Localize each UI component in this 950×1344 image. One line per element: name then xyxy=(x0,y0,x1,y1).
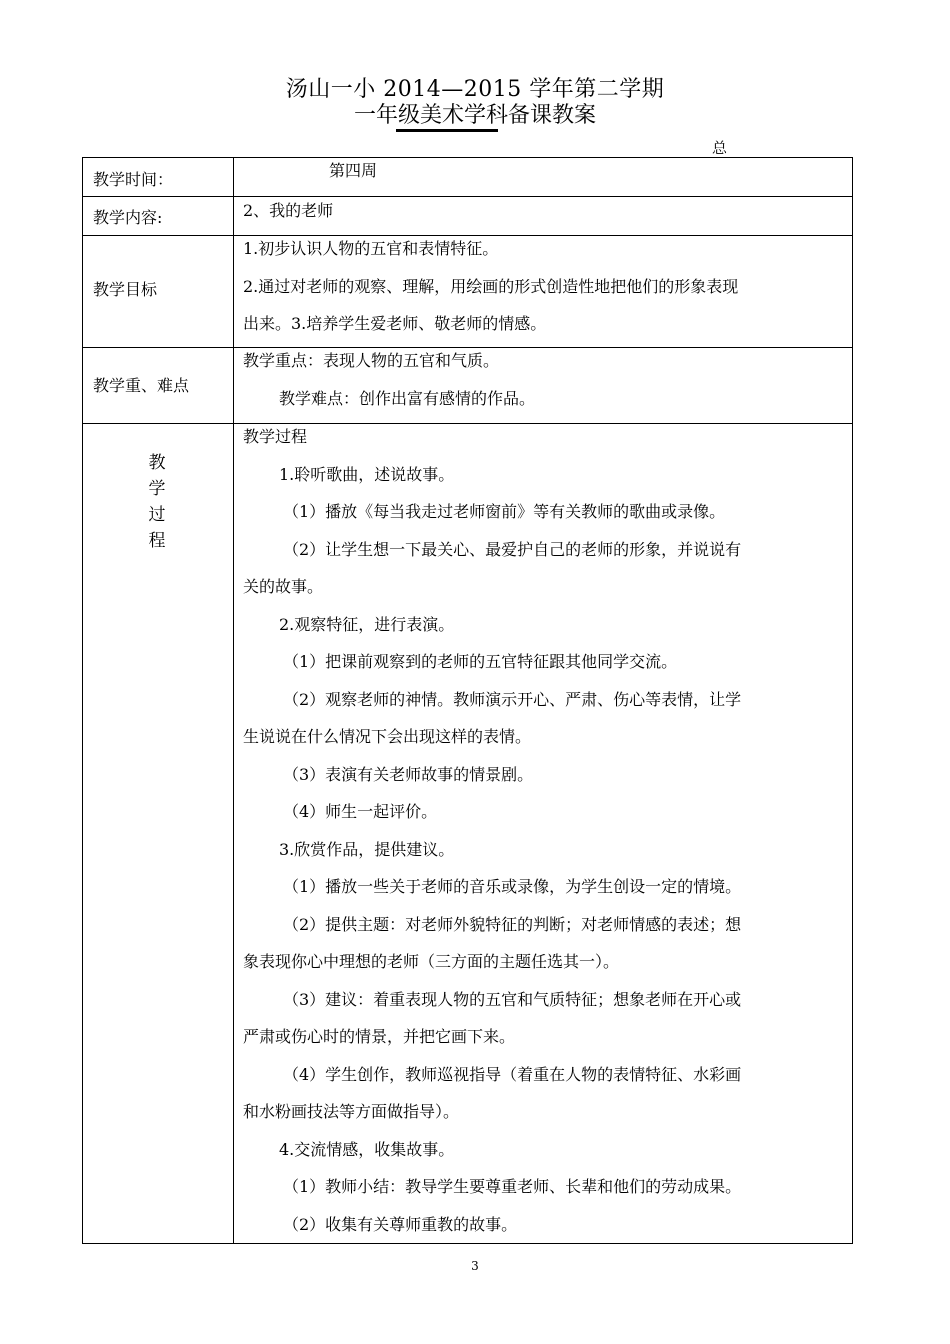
process-step: 4.交流情感，收集故事。 xyxy=(279,1139,455,1159)
process-line: （1）把课前观察到的老师的五官特征跟其他同学交流。 xyxy=(283,652,678,671)
lesson-plan-table xyxy=(82,157,853,1244)
corner-mark: 总 xyxy=(712,139,728,157)
row-key-points xyxy=(83,348,852,424)
goal-line: 出来。3.培养学生爱老师、敬老师的情感。 xyxy=(243,314,547,333)
process-line: （2）让学生想一下最关心、最爱护自己的老师的形象，并说说有 xyxy=(283,539,742,559)
teaching-time-value: 第四周 xyxy=(329,161,378,180)
row-teaching-goals xyxy=(83,236,852,348)
process-line: （2）收集有关尊师重教的故事。 xyxy=(283,1214,518,1234)
process-line: （3）表演有关老师故事的情景剧。 xyxy=(283,764,534,784)
key-points-label: 教学重、难点 xyxy=(93,376,190,395)
goal-line: 2.通过对老师的观察、理解，用绘画的形式创造性地把他们的形象表现 xyxy=(243,276,739,296)
label-char: 过 xyxy=(148,505,166,525)
process-line: 和水粉画技法等方面做指导）。 xyxy=(243,1102,460,1121)
process-line: （1）教师小结：教导学生要尊重老师、长辈和他们的劳动成果。 xyxy=(283,1177,742,1196)
process-line: （2）观察老师的神情。教师演示开心、严肃、伤心等表情，让学 xyxy=(283,689,742,709)
key-point-line: 教学重点：表现人物的五官和气质。 xyxy=(243,351,500,370)
teaching-goals-content xyxy=(243,230,840,343)
key-points-content xyxy=(243,342,840,417)
label-char: 学 xyxy=(148,479,166,499)
process-step: 1.聆听歌曲，述说故事。 xyxy=(279,464,455,484)
document-title: 汤山一小 2014—2015 学年第二学期 xyxy=(285,77,665,102)
row-teaching-process xyxy=(83,424,852,1243)
page-number: 3 xyxy=(471,1259,479,1273)
process-line: （4）师生一起评价。 xyxy=(283,802,438,821)
process-line: （1）播放一些关于老师的音乐或录像，为学生创设一定的情境。 xyxy=(283,877,742,896)
title-underline xyxy=(396,129,498,132)
goal-line: 1.初步认识人物的五官和表情特征。 xyxy=(243,239,499,258)
process-line: 严肃或伤心时的情景，并把它画下来。 xyxy=(243,1027,516,1046)
process-step: 2.观察特征，进行表演。 xyxy=(279,614,455,634)
process-line: （4）学生创作，教师巡视指导（着重在人物的表情特征、水彩画 xyxy=(283,1064,742,1084)
label-char: 程 xyxy=(148,531,166,551)
teaching-time-label: 教学时间： xyxy=(93,170,174,189)
teaching-process-content xyxy=(243,418,840,1243)
teaching-process-label xyxy=(147,450,167,554)
process-line: （1）播放《每当我走过老师窗前》等有关教师的歌曲或录像。 xyxy=(283,502,726,521)
process-line: （2）提供主题：对老师外貌特征的判断；对老师情感的表述；想 xyxy=(283,914,742,934)
row-teaching-time xyxy=(83,158,852,197)
teaching-goals-label: 教学目标 xyxy=(93,280,158,299)
document-subtitle: 一年级美术学科备课教案 xyxy=(353,103,596,128)
process-line: 象表现你心中理想的老师（三方面的主题任选其一）。 xyxy=(243,952,620,971)
process-line: （3）建议：着重表现人物的五官和气质特征；想象老师在开心或 xyxy=(283,989,742,1009)
process-line: 关的故事。 xyxy=(243,577,324,596)
process-line: 生说说在什么情况下会出现这样的表情。 xyxy=(243,727,532,746)
difficulty-line: 教学难点：创作出富有感情的作品。 xyxy=(279,388,536,408)
teaching-content-value: 2、我的老师 xyxy=(243,201,334,220)
process-step: 3.欣赏作品，提供建议。 xyxy=(279,839,455,859)
teaching-content-label: 教学内容: xyxy=(93,208,163,227)
process-heading: 教学过程 xyxy=(243,427,308,446)
label-char: 教 xyxy=(148,453,166,473)
